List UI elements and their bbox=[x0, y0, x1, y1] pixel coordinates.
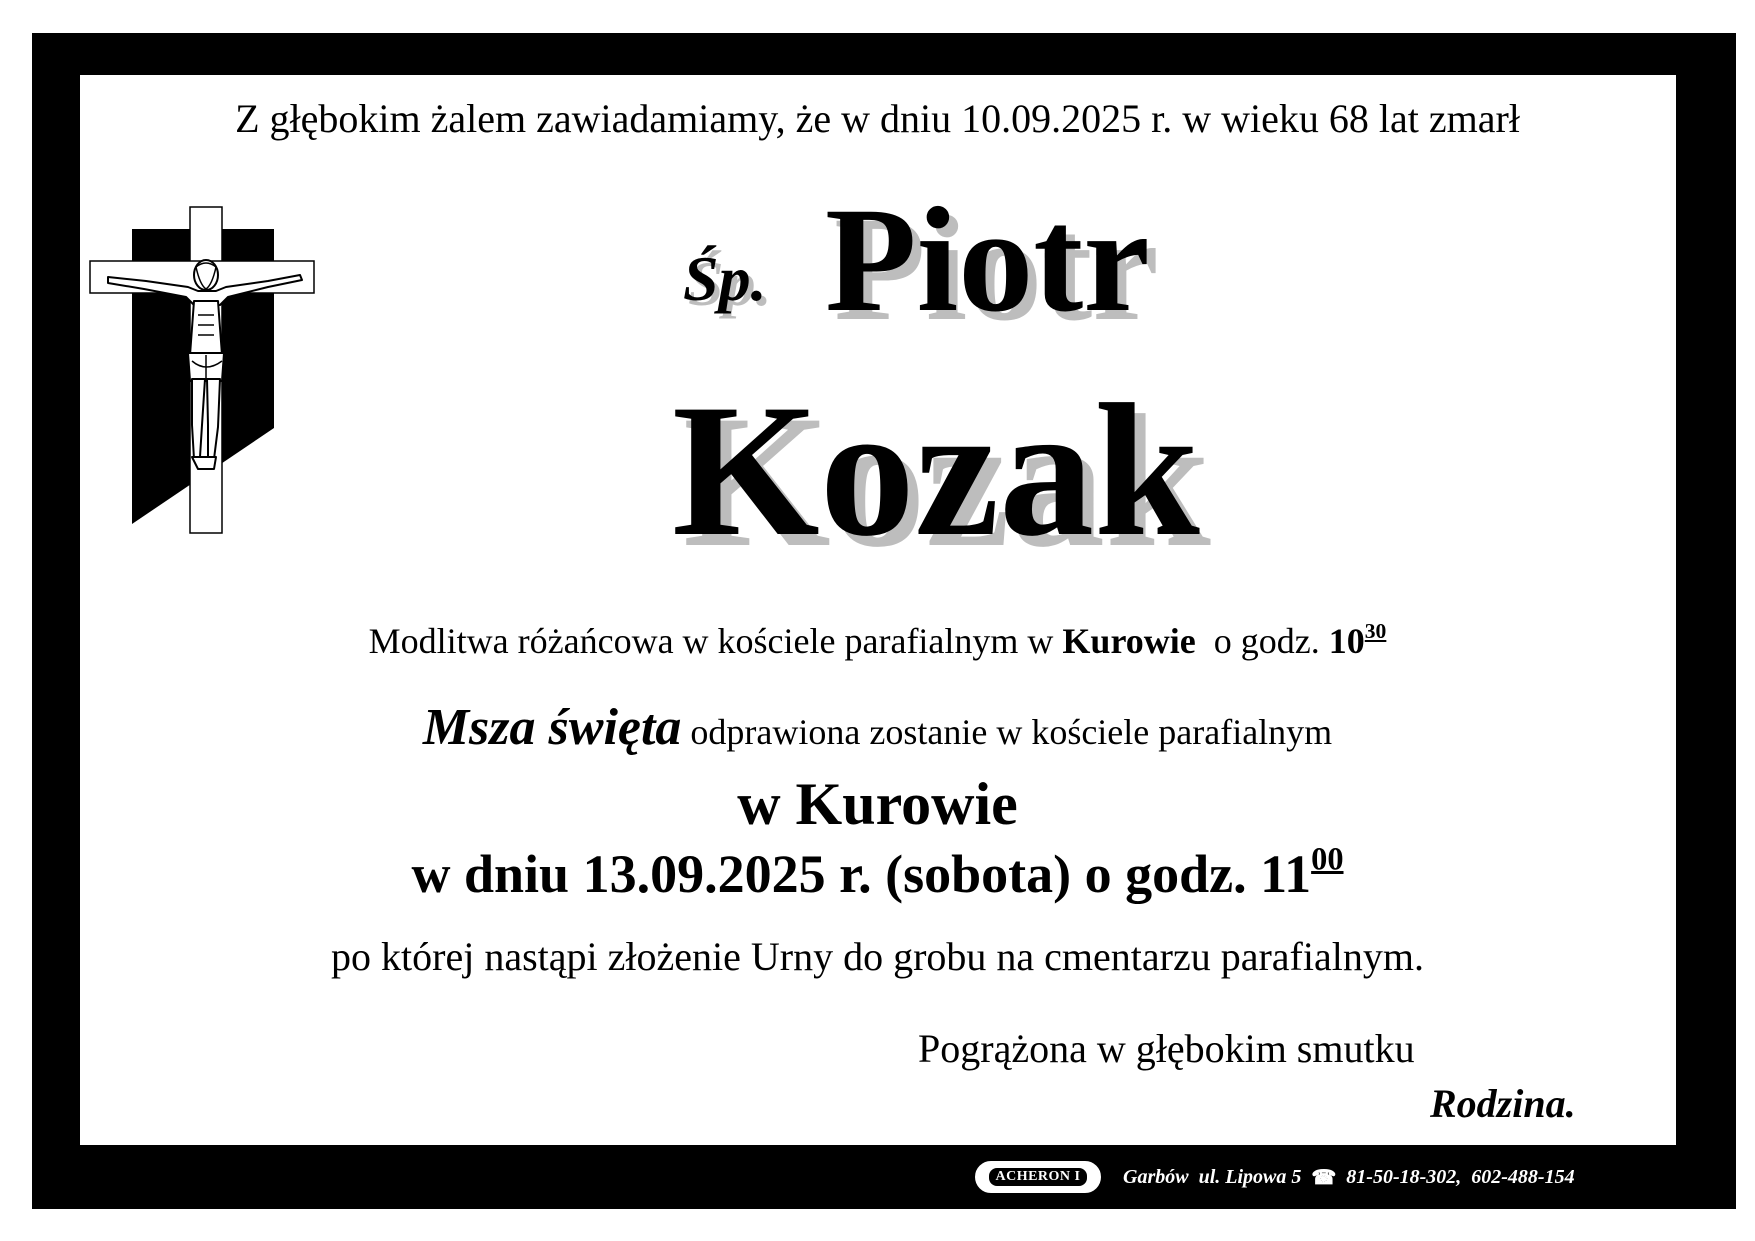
deceased-prefix: Śp. bbox=[683, 243, 767, 314]
logo-text: ACHERON I bbox=[989, 1168, 1086, 1186]
intro-text: Z głębokim żalem zawiadamiamy, że w dniu 10.09.2025 r. w wieku 68 lat zmarł bbox=[235, 96, 1520, 141]
acheron-logo bbox=[975, 1161, 1101, 1193]
rosary-minutes: 30 bbox=[1364, 618, 1387, 643]
funeral-home-footer bbox=[975, 1159, 1575, 1195]
mourning-text: Pogrążona w głębokim smutku bbox=[918, 1026, 1415, 1071]
rosary-time-label: o godz. bbox=[1195, 621, 1329, 661]
mass-label: Msza święta bbox=[422, 699, 682, 756]
rosary-line bbox=[0, 620, 1755, 662]
mass-minutes: 00 bbox=[1311, 841, 1344, 878]
mass-date-text: w dniu 13.09.2025 r. (sobota) o godz. bbox=[411, 844, 1261, 904]
burial-text: po której nastąpi złożenie Urny do grobu na cmentarzu parafialnym. bbox=[331, 934, 1424, 979]
mass-place: w Kurowie bbox=[737, 771, 1018, 837]
telephone-icon: ☎ bbox=[1311, 1166, 1337, 1189]
mass-date-line bbox=[0, 843, 1755, 905]
rosary-text: Modlitwa różańcowa w kościele parafialnym w bbox=[368, 621, 1063, 661]
deceased-surname: Kozak bbox=[672, 366, 1200, 576]
footer-phones: 81-50-18-302, 602-488-154 bbox=[1346, 1165, 1575, 1188]
footer-address: Garbów ul. Lipowa 5 bbox=[1123, 1165, 1302, 1188]
family-signature: Rodzina. bbox=[1430, 1081, 1576, 1126]
rosary-hour: 10 bbox=[1328, 621, 1365, 661]
rosary-place: Kurowie bbox=[1062, 621, 1196, 661]
crucifix-icon bbox=[88, 205, 318, 545]
mass-line bbox=[0, 698, 1755, 757]
mass-text: odprawiona zostanie w kościele parafialnym bbox=[681, 712, 1333, 752]
mass-hour: 11 bbox=[1260, 844, 1312, 904]
deceased-given-name: Piotr bbox=[825, 177, 1150, 343]
